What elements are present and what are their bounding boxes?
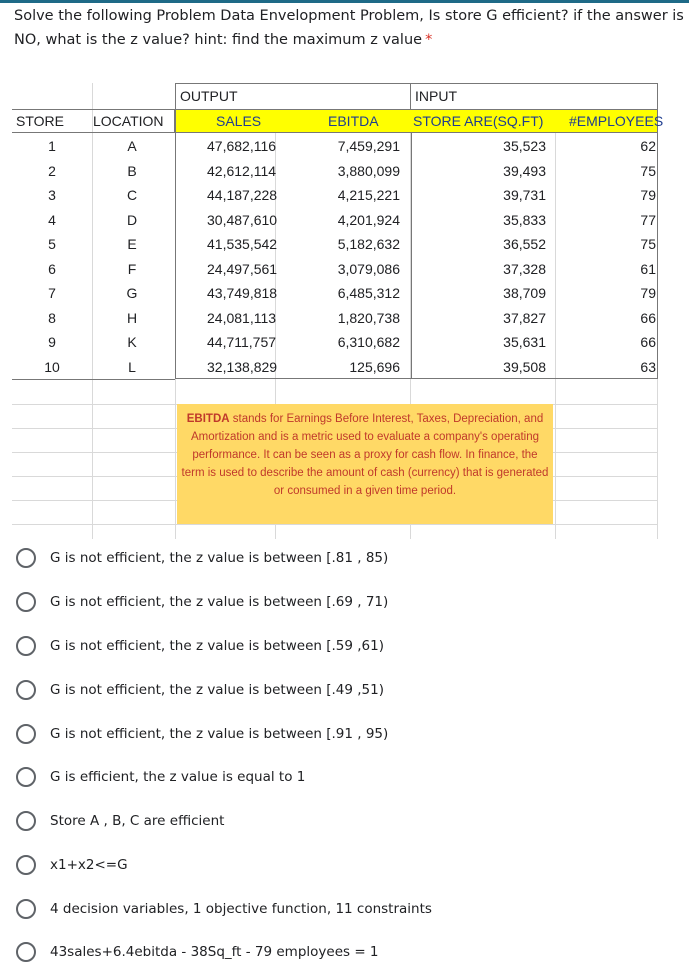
radio-icon[interactable] [16, 592, 36, 612]
option-label: x1+x2<=G [50, 857, 128, 873]
header-sales: SALES [216, 113, 262, 129]
option-7[interactable] [16, 809, 224, 833]
table-row: 10 L 32,138,829 125,696 39,508 63 [44, 358, 656, 375]
option-label: Store A , B, C are efficient [50, 813, 225, 829]
header-location: LOCATION [93, 113, 164, 129]
row-bottom-line [12, 379, 175, 380]
required-marker: * [425, 32, 433, 48]
radio-icon[interactable] [16, 548, 36, 568]
table-row: 8 H 24,081,113 1,820,738 37,827 66 [48, 309, 656, 326]
table-row: 6 F 24,497,561 3,079,086 37,328 61 [48, 260, 656, 277]
radio-icon[interactable] [16, 811, 36, 831]
option-10[interactable] [16, 940, 379, 963]
radio-icon[interactable] [16, 680, 36, 700]
question-text: Solve the following Problem Data Envelopment Problem, Is store G efficient? if the answer is NO, what is the z value? hint: find the maximum z value [14, 8, 684, 48]
radio-icon[interactable] [16, 942, 36, 962]
ebitda-note-term: EBITDA [186, 413, 230, 425]
option-label: 43sales+6.4ebitda - 38Sq_ft - 79 employees = 1 [50, 944, 379, 960]
table-row: 4 D 30,487,610 4,201,924 35,833 77 [48, 211, 656, 228]
option-label: G is not efficient, the z value is between [.69 , 71) [50, 594, 389, 610]
question-title [14, 4, 684, 52]
header-store: STORE [16, 113, 64, 129]
table-row: 2 B 42,612,114 3,880,099 39,493 75 [48, 162, 656, 179]
header-ebitda: EBITDA [328, 113, 379, 129]
option-label: G is not efficient, the z value is between [.81 , 85) [50, 550, 389, 566]
option-6[interactable] [16, 765, 305, 789]
option-label: 4 decision variables, 1 objective function, 11 constraints [50, 901, 432, 917]
option-1[interactable] [16, 546, 388, 570]
table-row: 7 G 43,749,818 6,485,312 38,709 79 [48, 285, 656, 301]
radio-icon[interactable] [16, 899, 36, 919]
radio-icon[interactable] [16, 855, 36, 875]
option-label: G is not efficient, the z value is between [.91 , 95) [50, 726, 389, 742]
table-rows [12, 134, 658, 379]
option-label: G is not efficient, the z value is between [.49 ,51) [50, 682, 384, 698]
input-group-header: INPUT [410, 83, 658, 109]
header-employees: #EMPLOYEES [569, 113, 664, 129]
option-label: G is not efficient, the z value is between [.59 ,61) [50, 638, 384, 654]
ebitda-note-text: stands for Earnings Before Interest, Taxes, Depreciation, and Amortization and is a metric used to evaluate a company's operating performance. It can be seen as a proxy for cash flow. In finance, the term is used to describe the amount of cash (currency) that is generated or consumed in a given time period. [181, 413, 549, 497]
option-5[interactable] [16, 722, 388, 746]
table-row: 9 K 44,711,757 6,310,682 35,631 66 [48, 334, 656, 350]
ebitda-note [177, 404, 553, 524]
spreadsheet-image [12, 83, 664, 539]
radio-icon[interactable] [16, 724, 36, 744]
option-9[interactable] [16, 897, 432, 921]
table-row: 3 C 44,187,228 4,215,221 39,731 79 [48, 187, 656, 203]
radio-icon[interactable] [16, 767, 36, 787]
option-4[interactable] [16, 678, 384, 702]
table-row: 1 A 47,682,116 7,459,291 35,523 62 [48, 138, 656, 154]
option-label: G is efficient, the z value is equal to 1 [50, 769, 306, 785]
header-sqft: STORE ARE(SQ.FT) [413, 113, 544, 129]
option-2[interactable] [16, 590, 388, 614]
option-3[interactable] [16, 634, 384, 658]
radio-icon[interactable] [16, 636, 36, 656]
option-8[interactable] [16, 853, 128, 877]
output-group-header: OUTPUT [175, 83, 411, 109]
table-row: 5 E 41,535,542 5,182,632 36,552 75 [48, 236, 656, 252]
top-accent-bar [0, 0, 689, 3]
